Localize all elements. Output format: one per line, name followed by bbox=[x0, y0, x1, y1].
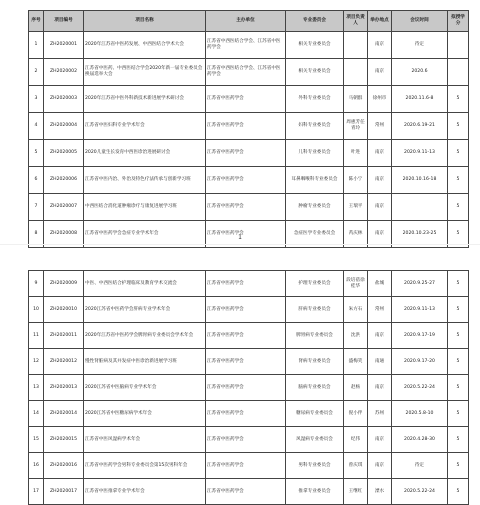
table-row bbox=[29, 167, 469, 194]
header-time: 会议时间 bbox=[392, 11, 448, 32]
cell-code: ZH2020001 bbox=[44, 32, 84, 59]
cell-time: 2020.9.11-13 bbox=[392, 140, 448, 167]
cell-org: 江苏省中医药学会 bbox=[206, 140, 286, 167]
cell-code: ZH2020004 bbox=[44, 113, 84, 140]
cell-time: 2020.6.19-21 bbox=[392, 113, 448, 140]
cell-org: 江苏省中医药学会 bbox=[206, 221, 286, 248]
cell-credit: 5 bbox=[448, 297, 469, 323]
table-row bbox=[29, 401, 469, 427]
page-number: 1 bbox=[238, 234, 242, 241]
cell-name: 江苏省中医药学会急症专业学术年会 bbox=[84, 221, 206, 248]
cell-credit: 5 bbox=[448, 401, 469, 427]
cell-org: 江苏省中西医结合学会、江苏省中医药学会 bbox=[206, 59, 286, 86]
cell-credit: 5 bbox=[448, 323, 469, 349]
header-code: 项目编号 bbox=[44, 11, 84, 32]
cell-place: 常州 bbox=[368, 297, 392, 323]
cell-place: 南京 bbox=[368, 221, 392, 248]
cell-seq: 16 bbox=[29, 453, 44, 479]
cell-seq: 17 bbox=[29, 479, 44, 505]
table-row bbox=[29, 323, 469, 349]
cell-code: ZH2020012 bbox=[44, 349, 84, 375]
cell-code: ZH2020015 bbox=[44, 427, 84, 453]
table-row bbox=[29, 59, 469, 86]
cell-seq: 4 bbox=[29, 113, 44, 140]
cell-code: ZH2020013 bbox=[44, 375, 84, 401]
cell-leader bbox=[344, 59, 368, 86]
cell-name: 2020儿童生长发育中西医诊治进展研讨会 bbox=[84, 140, 206, 167]
cell-leader: 段培蓓徐桂华 bbox=[344, 271, 368, 297]
cell-name: 2020江苏省中医脑病专业学术年会 bbox=[84, 375, 206, 401]
cell-leader: 马朝群 bbox=[344, 86, 368, 113]
header-name: 项目名称 bbox=[84, 11, 206, 32]
cell-code: ZH2020002 bbox=[44, 59, 84, 86]
cell-time: 待定 bbox=[392, 453, 448, 479]
cell-time bbox=[392, 194, 448, 221]
cell-committee: 糖尿病专业委员会 bbox=[286, 401, 344, 427]
table-row bbox=[29, 194, 469, 221]
cell-code: ZH2020007 bbox=[44, 194, 84, 221]
cell-place: 苏州 bbox=[368, 401, 392, 427]
cell-leader: 曾庆琪 bbox=[344, 453, 368, 479]
cell-credit: 5 bbox=[448, 194, 469, 221]
cell-name: 2020年江苏省中医外科新技术新进展学术研讨会 bbox=[84, 86, 206, 113]
cell-place: 南京 bbox=[368, 167, 392, 194]
cell-committee: 肾病专业委员会 bbox=[286, 349, 344, 375]
cell-name: 2020江苏省中医药学会肝病专业学术年会 bbox=[84, 297, 206, 323]
cell-committee: 推拿专业委员会 bbox=[286, 479, 344, 505]
cell-name: 江苏省中医药、中西医结合学会2020年新一届专业委员会换届选举大会 bbox=[84, 59, 206, 86]
cell-name: 江苏省中医药学会男科专业委员会第15次男科年会 bbox=[84, 453, 206, 479]
table-row bbox=[29, 86, 469, 113]
project-table-1 bbox=[28, 10, 469, 248]
cell-name: 2020年江苏省中医药学会脾胃病专业委员会学术年会 bbox=[84, 323, 206, 349]
cell-leader: 朱方石 bbox=[344, 297, 368, 323]
cell-org: 江苏省中医药学会 bbox=[206, 375, 286, 401]
cell-org: 江苏省中医药学会 bbox=[206, 113, 286, 140]
cell-committee: 脑病专业委员会 bbox=[286, 375, 344, 401]
cell-code: ZH2020005 bbox=[44, 140, 84, 167]
header-row bbox=[29, 11, 469, 32]
cell-credit: 5 bbox=[448, 427, 469, 453]
cell-place: 南京 bbox=[368, 32, 392, 59]
cell-place: 徐州市 bbox=[368, 86, 392, 113]
cell-org: 江苏省中医药学会 bbox=[206, 297, 286, 323]
cell-committee: 相关专业委员会 bbox=[286, 32, 344, 59]
cell-credit bbox=[448, 59, 469, 86]
cell-leader: 倪小伴 bbox=[344, 401, 368, 427]
table-body-1 bbox=[29, 32, 469, 248]
cell-credit: 5 bbox=[448, 349, 469, 375]
cell-org: 江苏省中医药学会 bbox=[206, 427, 286, 453]
cell-name: 2020江苏省中医糖尿病学术年会 bbox=[84, 401, 206, 427]
table-row bbox=[29, 140, 469, 167]
cell-name: 江苏省中医风湿病学术年会 bbox=[84, 427, 206, 453]
cell-time: 2020.9.11-13 bbox=[392, 297, 448, 323]
cell-place: 南京 bbox=[368, 375, 392, 401]
cell-place: 溧水 bbox=[368, 479, 392, 505]
cell-seq: 8 bbox=[29, 221, 44, 248]
cell-org: 江苏省中医药学会 bbox=[206, 323, 286, 349]
cell-committee: 外科专业委员会 bbox=[286, 86, 344, 113]
cell-code: ZH2020017 bbox=[44, 479, 84, 505]
cell-leader: 沈洪 bbox=[344, 323, 368, 349]
cell-leader: 芮庆林 bbox=[344, 221, 368, 248]
table-row bbox=[29, 113, 469, 140]
cell-seq: 15 bbox=[29, 427, 44, 453]
cell-leader: 赵杨 bbox=[344, 375, 368, 401]
header-place: 举办地点 bbox=[368, 11, 392, 32]
cell-leader: 王瑞平 bbox=[344, 194, 368, 221]
cell-org: 江苏省中西医结合学会、江苏省中医药学会 bbox=[206, 32, 286, 59]
cell-leader: 盛梅笑 bbox=[344, 349, 368, 375]
cell-seq: 5 bbox=[29, 140, 44, 167]
cell-place: 南京 bbox=[368, 453, 392, 479]
cell-seq: 10 bbox=[29, 297, 44, 323]
table-row bbox=[29, 32, 469, 59]
table-row bbox=[29, 349, 469, 375]
cell-time: 2020.5.22-24 bbox=[392, 375, 448, 401]
cell-seq: 2 bbox=[29, 59, 44, 86]
cell-credit: 5 bbox=[448, 271, 469, 297]
cell-time: 2020.5.22-24 bbox=[392, 479, 448, 505]
header-leader: 项目负责人 bbox=[344, 11, 368, 32]
cell-place: 南京 bbox=[368, 59, 392, 86]
cell-place: 南京 bbox=[368, 323, 392, 349]
cell-time: 2020.6 bbox=[392, 59, 448, 86]
cell-committee: 耳鼻咽喉科专业委员会 bbox=[286, 167, 344, 194]
table-row bbox=[29, 427, 469, 453]
cell-committee: 相关专业委员会 bbox=[286, 59, 344, 86]
cell-committee: 儿科专业委员会 bbox=[286, 140, 344, 167]
cell-place: 盐城 bbox=[368, 271, 392, 297]
cell-org: 江苏省中医药学会 bbox=[206, 86, 286, 113]
cell-seq: 1 bbox=[29, 32, 44, 59]
table-body-2 bbox=[29, 271, 469, 505]
cell-seq: 13 bbox=[29, 375, 44, 401]
cell-name: 江苏省中医推拿专业学术年会 bbox=[84, 479, 206, 505]
cell-credit: 5 bbox=[448, 86, 469, 113]
cell-seq: 11 bbox=[29, 323, 44, 349]
project-table-2 bbox=[28, 270, 469, 505]
cell-code: ZH2020009 bbox=[44, 271, 84, 297]
cell-name: 2020年江苏省中医药发展、中西医结合学术大会 bbox=[84, 32, 206, 59]
cell-credit: 5 bbox=[448, 479, 469, 505]
cell-leader: 周惠芳任青玲 bbox=[344, 113, 368, 140]
cell-time: 2020.4.28-30 bbox=[392, 427, 448, 453]
cell-credit: 5 bbox=[448, 375, 469, 401]
cell-credit bbox=[448, 32, 469, 59]
cell-place: 常州 bbox=[368, 113, 392, 140]
cell-seq: 7 bbox=[29, 194, 44, 221]
cell-committee: 肿瘤专业委员会 bbox=[286, 194, 344, 221]
table-row bbox=[29, 375, 469, 401]
cell-name: 江苏省中医妇科专业学术年会 bbox=[84, 113, 206, 140]
cell-place: 南通 bbox=[368, 349, 392, 375]
cell-time: 2020.9.17-19 bbox=[392, 323, 448, 349]
cell-committee: 风湿病专业委员会 bbox=[286, 427, 344, 453]
table-row bbox=[29, 479, 469, 505]
page-divider bbox=[0, 244, 480, 245]
cell-leader: 王继红 bbox=[344, 479, 368, 505]
cell-committee: 妇科专业委员会 bbox=[286, 113, 344, 140]
cell-code: ZH2020016 bbox=[44, 453, 84, 479]
cell-committee: 脾胃病专业委员会 bbox=[286, 323, 344, 349]
cell-credit: 5 bbox=[448, 221, 469, 248]
cell-org: 江苏省中医药学会 bbox=[206, 194, 286, 221]
table-row bbox=[29, 297, 469, 323]
header-seq: 序号 bbox=[29, 11, 44, 32]
cell-code: ZH2020008 bbox=[44, 221, 84, 248]
cell-seq: 12 bbox=[29, 349, 44, 375]
cell-code: ZH2020003 bbox=[44, 86, 84, 113]
table-row bbox=[29, 453, 469, 479]
cell-committee: 肝病专业委员会 bbox=[286, 297, 344, 323]
cell-time: 2020.9.25-27 bbox=[392, 271, 448, 297]
cell-seq: 9 bbox=[29, 271, 44, 297]
cell-code: ZH2020014 bbox=[44, 401, 84, 427]
cell-leader: 纪伟 bbox=[344, 427, 368, 453]
cell-leader bbox=[344, 32, 368, 59]
cell-place: 南京 bbox=[368, 194, 392, 221]
cell-committee: 男科专业委员会 bbox=[286, 453, 344, 479]
cell-time: 2020.10.23-25 bbox=[392, 221, 448, 248]
table-page-2 bbox=[28, 270, 468, 505]
cell-time: 2020.9.17-20 bbox=[392, 349, 448, 375]
header-credit: 拟授学分 bbox=[448, 11, 469, 32]
table-row bbox=[29, 271, 469, 297]
cell-committee: 护理专业委员会 bbox=[286, 271, 344, 297]
cell-credit: 5 bbox=[448, 113, 469, 140]
table-page-1 bbox=[28, 10, 468, 248]
cell-name: 中医、中西医结合护理临床及教育学术交流会 bbox=[84, 271, 206, 297]
cell-org: 江苏省中医药学会 bbox=[206, 453, 286, 479]
cell-credit: 5 bbox=[448, 453, 469, 479]
cell-committee: 急症医学专业委员会 bbox=[286, 221, 344, 248]
header-committee: 专业委员会 bbox=[286, 11, 344, 32]
cell-seq: 14 bbox=[29, 401, 44, 427]
cell-name: 江苏省中医内治、外治及特色疗法传承与创新学习班 bbox=[84, 167, 206, 194]
cell-org: 江苏省中医药学会 bbox=[206, 167, 286, 194]
cell-time: 待定 bbox=[392, 32, 448, 59]
cell-leader: 叶进 bbox=[344, 140, 368, 167]
cell-code: ZH2020006 bbox=[44, 167, 84, 194]
cell-place: 南京 bbox=[368, 427, 392, 453]
cell-credit: 5 bbox=[448, 140, 469, 167]
cell-org: 江苏省中医药学会 bbox=[206, 349, 286, 375]
cell-code: ZH2020010 bbox=[44, 297, 84, 323]
cell-leader: 陈小宁 bbox=[344, 167, 368, 194]
cell-org: 江苏省中医药学会 bbox=[206, 271, 286, 297]
cell-org: 江苏省中医药学会 bbox=[206, 401, 286, 427]
cell-code: ZH2020011 bbox=[44, 323, 84, 349]
cell-org: 江苏省中医药学会 bbox=[206, 479, 286, 505]
cell-credit: 5 bbox=[448, 167, 469, 194]
cell-name: 慢性肾脏病及其并发症中医诊治新进展学习班 bbox=[84, 349, 206, 375]
cell-name: 中西医结合消化道肿瘤诊疗与康复进展学习班 bbox=[84, 194, 206, 221]
cell-place: 南京 bbox=[368, 140, 392, 167]
cell-time: 2020.10.16-18 bbox=[392, 167, 448, 194]
cell-time: 2020.5.8-10 bbox=[392, 401, 448, 427]
cell-time: 2020.11.6-8 bbox=[392, 86, 448, 113]
cell-seq: 6 bbox=[29, 167, 44, 194]
header-org: 主办单位 bbox=[206, 11, 286, 32]
cell-seq: 3 bbox=[29, 86, 44, 113]
